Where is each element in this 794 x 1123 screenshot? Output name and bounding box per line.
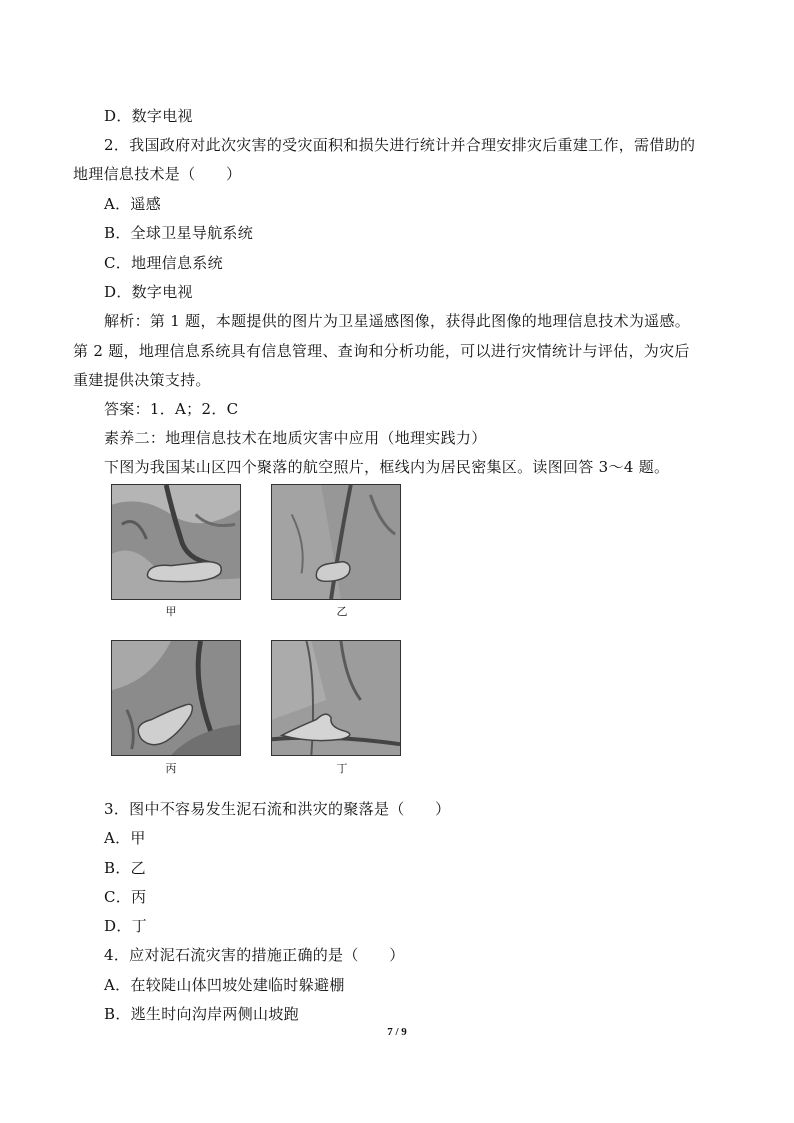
section-heading: 素养二：地理信息技术在地质灾害中应用（地理实践力） (104, 429, 487, 447)
question-4: 4．应对泥石流灾害的措施正确的是（ ） (104, 946, 405, 964)
analysis-line-3: 重建提供决策支持。 (73, 371, 211, 389)
option-b-q4: B．逃生时向沟岸两侧山坡跑 (104, 1005, 299, 1023)
option-a-q2: A．遥感 (104, 195, 162, 213)
question-2-line-1: 2．我国政府对此次灾害的受灾面积和损失进行统计并合理安排灾后重建工作，需借助的 (104, 136, 696, 154)
option-d-q1: D．数字电视 (104, 107, 193, 125)
aerial-photo-ding (271, 640, 401, 756)
question-3: 3．图中不容易发生泥石流和洪灾的聚落是（ ） (104, 800, 451, 818)
option-d-q3: D．丁 (104, 917, 147, 935)
caption-jia: 甲 (165, 605, 177, 618)
caption-bing: 丙 (165, 762, 177, 775)
option-c-q2: C．地理信息系统 (104, 254, 223, 272)
option-b-q2: B．全球卫星导航系统 (104, 224, 254, 242)
page-number: 7 / 9 (387, 1026, 407, 1038)
figure-intro: 下图为我国某山区四个聚落的航空照片，框线内为居民密集区。读图回答 3～4 题。 (104, 458, 670, 476)
option-a-q4: A．在较陡山体凹坡处建临时躲避棚 (104, 976, 345, 994)
option-b-q3: B．乙 (104, 859, 146, 877)
aerial-photo-jia (111, 484, 241, 600)
answer-line: 答案：1．A；2．C (104, 400, 239, 418)
analysis-line-1: 解析：第 1 题，本题提供的图片为卫星遥感图像，获得此图像的地理信息技术为遥感。 (104, 312, 691, 330)
question-2-line-2: 地理信息技术是（ ） (73, 165, 242, 183)
aerial-photo-bing (111, 640, 241, 756)
option-d-q2: D．数字电视 (104, 283, 193, 301)
option-c-q3: C．丙 (104, 888, 147, 906)
option-a-q3: A．甲 (104, 829, 146, 847)
caption-ding: 丁 (336, 762, 348, 775)
analysis-line-2: 第 2 题，地理信息系统具有信息管理、查询和分析功能，可以进行灾情统计与评估，为灾后 (73, 342, 690, 360)
caption-yi: 乙 (336, 605, 348, 618)
aerial-photo-yi (271, 484, 401, 600)
